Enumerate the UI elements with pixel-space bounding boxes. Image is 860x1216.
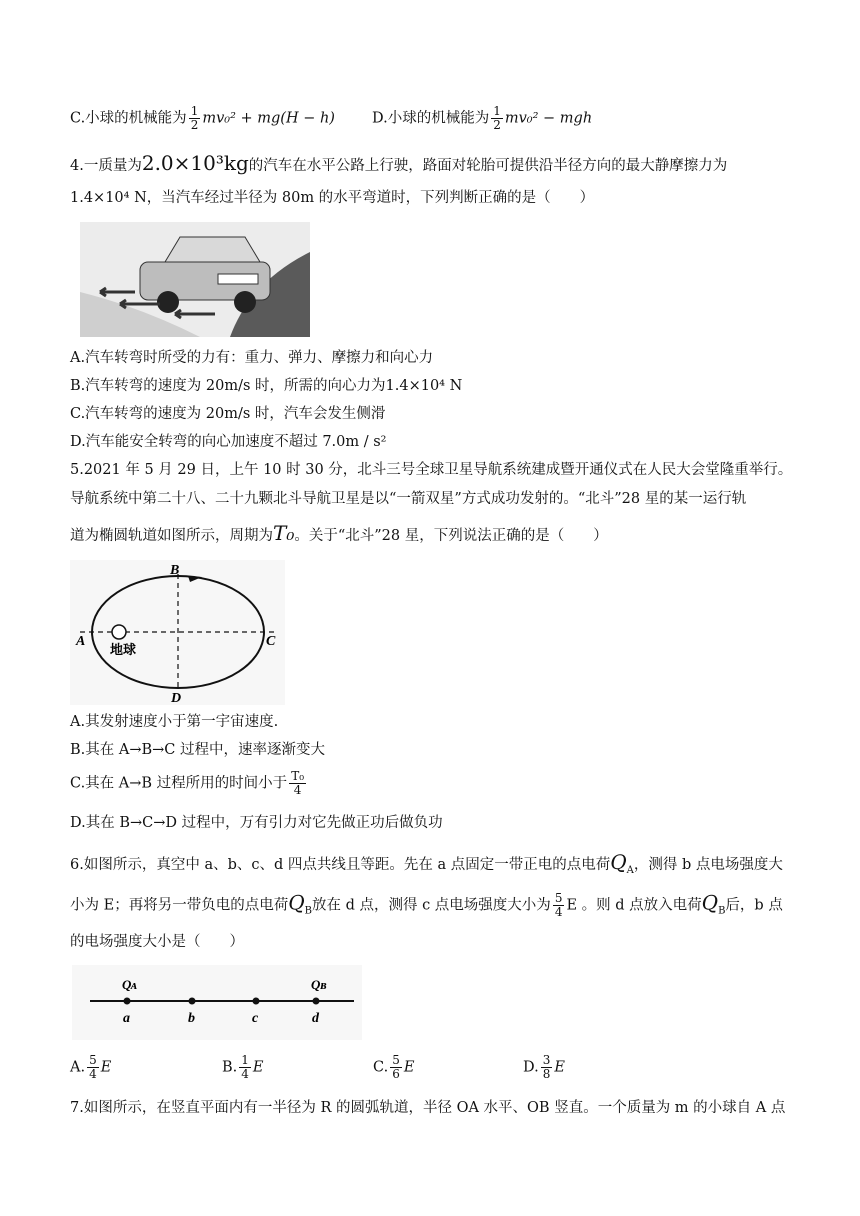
point-c-label: C (266, 634, 276, 649)
point-c-dot (253, 998, 260, 1005)
point-c-label: c (252, 1011, 259, 1026)
q5-option-d: D.其在 B→C→D 过程中，万有引力对它先做正功后做负功 (70, 815, 443, 831)
q3-option-c (70, 105, 335, 132)
charge-qb: Q (288, 890, 305, 915)
fraction-t0-over-4: $\frac{\text{T₀}}{4}$ (291, 769, 305, 797)
point-b-label: b (188, 1011, 195, 1026)
q4-mass: 2.0×10³kg (141, 151, 249, 175)
q4-option-c: C.汽车转弯的速度为 20m/s 时，汽车会发生侧滑 (70, 406, 386, 422)
earth-label: 地球 (110, 643, 137, 658)
q4-option-a: A.汽车转弯时所受的力有：重力、弹力、摩擦力和向心力 (70, 350, 434, 366)
qb-label: Qʙ (311, 977, 327, 992)
point-a-dot (124, 998, 131, 1005)
qa-label: Qᴀ (122, 977, 137, 992)
q4-option-d: D.汽车能安全转弯的向心加速度不超过 7.0m / s² (70, 434, 387, 450)
q5-stem-line1: 5.2021 年 5 月 29 日，上午 10 时 30 分，北斗三号全球卫星导航系统建成暨开通仪式在人民大会堂隆重举行。 (70, 462, 793, 478)
point-d-label: D (171, 691, 182, 705)
q5-stem-line2: 导航系统中第二十八、二十九颗北斗导航卫星是以“一箭双星”方式成功发射的。“北斗”28 星的某一运行轨 (70, 491, 747, 507)
q4-stem-line2: 1.4×10⁴ N，当汽车经过半径为 80m 的水平弯道时，下列判断正确的是（ ） (70, 190, 595, 206)
fraction-half: $\frac{1}{2}$ (190, 104, 199, 132)
period-symbol: T₀ (273, 521, 295, 545)
fraction-5-4: $\frac{5}{4}$ (554, 891, 563, 919)
fraction-half: $\frac{1}{2}$ (493, 104, 501, 132)
q6-option-a: A. $\frac{5}{4}$ E (70, 1053, 112, 1081)
point-a-label: a (123, 1011, 130, 1026)
car-turning-figure (80, 222, 310, 337)
q3-option-c-expr: mv₀² + mg(H − h) (202, 110, 335, 127)
q7-stem-line1: 7.如图所示，在竖直平面内有一半径为 R 的圆弧轨道，半径 OA 水平、OB 竖直。一个质量为 m 的小球自 A 点 (70, 1100, 786, 1116)
wheel-icon (234, 291, 256, 313)
q5-option-c: C.其在 A→B 过程所用的时间小于 $\frac{\text{T₀}}{4}$ (70, 769, 305, 797)
point-d-dot (313, 998, 320, 1005)
q6-stem-line2: 小为 E；再将另一带负电的点电荷$Q_B$放在 d 点，测得 c 点电场强度大小为 $\frac{5}{4}$ E 。则 d 点放入电荷$Q_B$后，b 点 (70, 890, 783, 919)
charges-line-figure (72, 965, 362, 1040)
earth-icon (112, 625, 126, 639)
q5-stem-line3: 道为椭圆轨道如图所示，周期为T₀。关于“北斗”28 星，下列说法正确的是（ ） (70, 521, 608, 545)
q5-option-b: B.其在 A→B→C 过程中，速率逐渐变大 (70, 742, 326, 758)
q6-stem-line1: 6.如图所示，真空中 a、b、c、d 四点共线且等距。先在 a 点固定一带正电的点电荷$Q_A$，测得 b 点电场强度大 (70, 850, 783, 876)
q4-option-b: B.汽车转弯的速度为 20m/s 时，所需的向心力为1.4×10⁴ N (70, 378, 463, 394)
q6-stem-line3: 的电场强度大小是（ ） (70, 934, 244, 950)
point-a-label: A (76, 634, 86, 649)
orbit-figure (70, 560, 285, 705)
point-b-dot (189, 998, 196, 1005)
charge-qa: Q (610, 850, 627, 874)
q3-option-d (372, 105, 592, 132)
q3-option-c-text: C.小球的机械能为 (70, 110, 187, 127)
q5-option-a: A.其发射速度小于第一宇宙速度. (70, 714, 279, 730)
point-d-label: d (312, 1011, 319, 1026)
q6-option-b: B. $\frac{1}{4}$ E (222, 1053, 264, 1081)
wheel-icon (157, 291, 179, 313)
q6-option-d: D. $\frac{3}{8}$ E (523, 1053, 565, 1081)
q3-option-d-text: D.小球的机械能为 (372, 110, 490, 127)
q6-option-c: C. $\frac{5}{6}$ E (373, 1053, 415, 1081)
car-roof (165, 237, 260, 262)
q3-option-d-expr: mv₀² − mgh (504, 110, 593, 127)
q4-stem-line1: 4.一质量为2.0×10³kg的汽车在水平公路上行驶，路面对轮胎可提供沿半径方向的最大静摩擦力为 (70, 151, 728, 175)
point-b-label: B (170, 563, 180, 578)
